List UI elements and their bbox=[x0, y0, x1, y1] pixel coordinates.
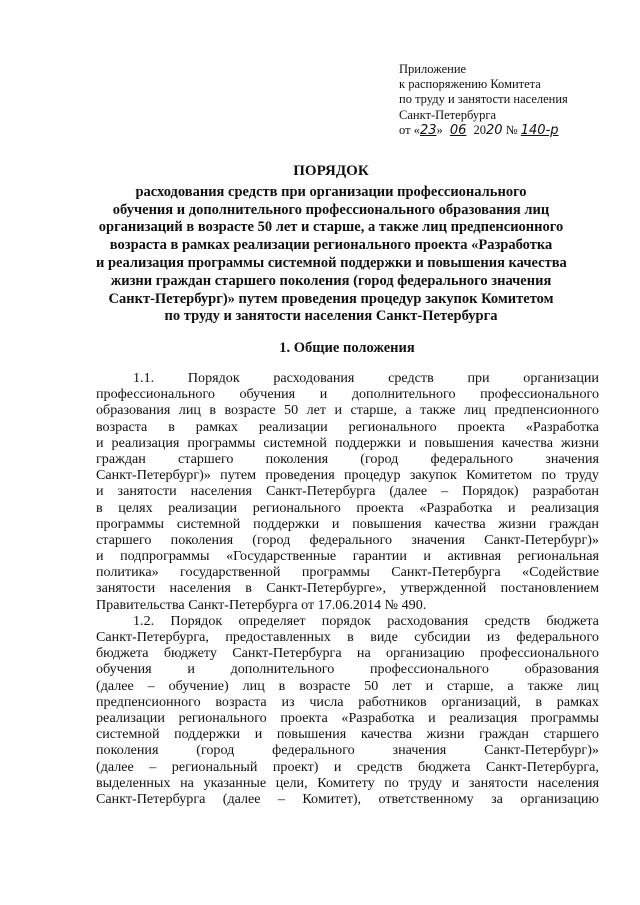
word: Санкт-Петербурга, bbox=[486, 758, 599, 775]
word: граждан bbox=[96, 450, 146, 467]
word: Санкт-Петербурга bbox=[265, 483, 376, 500]
word: системной bbox=[96, 726, 160, 743]
word: лиц bbox=[178, 402, 201, 419]
word: на bbox=[180, 774, 194, 791]
body-line bbox=[96, 613, 599, 629]
title-line: жизни граждан старшего поколения (город федерального значения bbox=[110, 272, 552, 289]
word: региональная bbox=[517, 548, 599, 565]
word: при bbox=[467, 370, 490, 386]
word: поколения bbox=[96, 742, 159, 759]
word: жизни bbox=[426, 726, 465, 743]
word: возрасте bbox=[224, 402, 276, 419]
word: Санкт-Петербург)» bbox=[96, 467, 211, 484]
word: организацию bbox=[520, 790, 599, 807]
word: и bbox=[96, 483, 104, 500]
appendix-line: к распоряжению Комитета bbox=[399, 77, 541, 92]
title-line: организаций в возрасте 50 лет и старше, а также лиц предпенсионного bbox=[98, 219, 564, 236]
word: подпрограммы bbox=[120, 548, 210, 565]
word: «Разработка bbox=[525, 418, 599, 435]
word: возрасте bbox=[299, 677, 351, 694]
word: Санкт-Петербург)» bbox=[484, 531, 599, 548]
word: 50 bbox=[364, 677, 379, 694]
word: старшего bbox=[543, 726, 599, 743]
word: рамках bbox=[195, 418, 238, 435]
body-line bbox=[96, 791, 599, 807]
word: от bbox=[297, 596, 315, 613]
word: дополнительного bbox=[230, 661, 335, 678]
word: Комитет), bbox=[302, 790, 362, 807]
document-number: 140-р bbox=[520, 122, 559, 138]
word: также bbox=[420, 402, 456, 419]
body-line bbox=[96, 710, 599, 726]
word: значения bbox=[392, 742, 447, 759]
word: бюджета bbox=[418, 758, 471, 775]
word: Санкт-Петербурге», bbox=[266, 580, 386, 597]
body-line bbox=[96, 742, 599, 758]
word: 17.06.2014 bbox=[314, 596, 382, 613]
word: федерального bbox=[309, 531, 393, 548]
date-sep: » bbox=[436, 122, 446, 137]
word: жизни bbox=[561, 434, 599, 451]
word: по bbox=[384, 774, 399, 791]
body-line bbox=[96, 645, 599, 661]
body-line bbox=[96, 759, 599, 775]
word: граждан bbox=[479, 726, 529, 743]
word: населения bbox=[537, 774, 599, 791]
word: в bbox=[209, 402, 216, 419]
word: старшего bbox=[96, 531, 152, 548]
word: труду bbox=[408, 774, 443, 791]
word: поддержки bbox=[253, 515, 320, 532]
word: организацию bbox=[386, 645, 465, 662]
word: также bbox=[527, 677, 563, 694]
word: возраста bbox=[96, 418, 148, 435]
word: населения bbox=[190, 483, 253, 500]
word: Порядок bbox=[187, 370, 240, 386]
body-line bbox=[96, 775, 599, 791]
word: в bbox=[96, 499, 103, 516]
word: и bbox=[187, 661, 195, 678]
word: лиц bbox=[576, 677, 599, 694]
title-line: возраста в рамках реализации регионального проекта «Разработка bbox=[109, 237, 553, 254]
word: Санкт-Петербурга bbox=[96, 790, 206, 807]
word: регионального bbox=[348, 418, 437, 435]
word: активная bbox=[447, 548, 502, 565]
word: Правительства bbox=[96, 596, 185, 613]
appendix-line: Санкт-Петербурга bbox=[399, 107, 497, 122]
word: значения bbox=[545, 450, 599, 467]
word: Комитетом bbox=[466, 467, 533, 484]
word: средств bbox=[484, 612, 531, 629]
word: закупок bbox=[409, 467, 457, 484]
word: бюджета bbox=[96, 645, 149, 662]
body-line bbox=[96, 661, 599, 677]
word: предпенсионного bbox=[96, 693, 201, 710]
body-text bbox=[96, 370, 599, 807]
word: – bbox=[277, 790, 285, 807]
title-line: расходования средств при организации профессионального bbox=[135, 183, 527, 200]
word: и bbox=[331, 515, 340, 532]
word: и bbox=[425, 677, 434, 694]
word: 50 bbox=[284, 402, 299, 419]
word: старшего bbox=[177, 450, 234, 467]
body-line bbox=[96, 516, 599, 532]
word: программы bbox=[187, 434, 256, 451]
word: Порядок) bbox=[462, 483, 519, 500]
word: программы bbox=[96, 515, 165, 532]
appendix-line: по труду и занятости населения bbox=[399, 92, 568, 107]
word: профессионального bbox=[480, 386, 599, 403]
body-line bbox=[96, 483, 599, 499]
word: выделенных bbox=[96, 774, 171, 791]
word: профессионального bbox=[480, 645, 599, 662]
word: лет bbox=[392, 677, 412, 694]
word: лиц bbox=[242, 677, 265, 694]
word: в bbox=[278, 677, 286, 694]
word: качества bbox=[501, 434, 554, 451]
word: регионального bbox=[178, 709, 267, 726]
body-line bbox=[96, 678, 599, 694]
word: – bbox=[147, 677, 155, 694]
word: процедур bbox=[344, 467, 401, 484]
word: и bbox=[423, 548, 431, 565]
word: виде bbox=[370, 629, 398, 645]
word: федерального bbox=[516, 629, 599, 645]
number-prefix: № bbox=[502, 122, 521, 137]
word: старше, bbox=[350, 402, 397, 419]
body-line bbox=[96, 500, 599, 516]
document-title bbox=[96, 163, 566, 326]
body-line bbox=[96, 435, 599, 451]
word: из bbox=[281, 693, 295, 710]
body-line bbox=[96, 402, 599, 418]
word: реализация bbox=[111, 434, 180, 451]
word: по bbox=[541, 467, 557, 484]
word: проекта bbox=[356, 499, 404, 516]
word: указанные bbox=[203, 774, 267, 791]
word: реализации bbox=[96, 709, 165, 726]
body-line bbox=[96, 467, 599, 483]
word: обучения bbox=[96, 661, 152, 678]
word: Санкт-Петербурга bbox=[184, 596, 298, 613]
word: труду bbox=[565, 467, 599, 484]
word: системной bbox=[263, 434, 327, 451]
word: реализации bbox=[258, 418, 328, 435]
body-line bbox=[96, 419, 599, 435]
word: цели, bbox=[275, 774, 308, 791]
word: поколения bbox=[265, 450, 329, 467]
word: Санкт-Петербург)» bbox=[484, 742, 599, 759]
word: обучения bbox=[239, 386, 296, 403]
date-year-prefix: 20 bbox=[470, 122, 487, 137]
word: организаций, bbox=[441, 693, 521, 710]
word: из bbox=[486, 629, 500, 645]
word: реализация bbox=[449, 709, 518, 726]
word: и bbox=[428, 709, 436, 726]
word: 490. bbox=[398, 596, 427, 613]
word: Санкт-Петербурга, bbox=[96, 629, 209, 645]
word: целях bbox=[118, 499, 153, 516]
word: работников bbox=[358, 693, 427, 710]
word: субсидии bbox=[414, 629, 471, 645]
word: (далее bbox=[96, 677, 134, 694]
word: в bbox=[347, 629, 354, 645]
word: (город bbox=[360, 450, 399, 467]
word: федерального bbox=[272, 742, 355, 759]
section-heading: 1. Общие положения bbox=[279, 340, 415, 356]
word: образования bbox=[96, 402, 171, 419]
word: значения bbox=[411, 531, 465, 548]
word: поколения bbox=[170, 531, 234, 548]
word: проект) bbox=[272, 758, 319, 775]
word: путем bbox=[220, 467, 257, 484]
word: (город bbox=[196, 742, 235, 759]
word: региональный bbox=[171, 758, 258, 775]
word: «Разработка bbox=[419, 499, 493, 516]
word: повышения bbox=[276, 726, 347, 743]
word: рамках bbox=[556, 693, 599, 710]
word: Санкт-Петербурга bbox=[391, 564, 501, 581]
appendix-block bbox=[399, 62, 619, 138]
word: повышения bbox=[424, 434, 494, 451]
date-month: 06 bbox=[449, 122, 467, 138]
word: определяет bbox=[238, 612, 306, 629]
word: Санкт-Петербурга bbox=[232, 645, 342, 662]
word: поддержки bbox=[174, 726, 241, 743]
word: Порядок bbox=[170, 612, 223, 629]
word: (далее bbox=[389, 483, 428, 500]
title-lines bbox=[96, 184, 566, 326]
appendix-line: Приложение bbox=[399, 62, 467, 76]
word: старше, bbox=[447, 677, 494, 694]
word: жизни bbox=[498, 515, 537, 532]
title-main: ПОРЯДОК bbox=[293, 163, 369, 179]
word: в bbox=[245, 580, 252, 597]
title-line: обучения и дополнительного профессионального образования лиц bbox=[112, 201, 550, 218]
word: организации bbox=[523, 370, 599, 386]
body-line bbox=[96, 694, 599, 710]
word: регионального bbox=[252, 499, 341, 516]
title-line: по труду и занятости населения Санкт-Петербурга bbox=[164, 308, 498, 325]
word: а bbox=[507, 677, 514, 694]
word: 1.2. bbox=[133, 612, 155, 629]
word: федерального bbox=[430, 450, 514, 467]
word: «Государственные bbox=[226, 548, 337, 565]
word: предоставленных bbox=[225, 629, 331, 645]
word: повышения bbox=[352, 515, 422, 532]
word: проекта bbox=[457, 418, 505, 435]
word: профессионального bbox=[96, 386, 215, 403]
body-line bbox=[96, 386, 599, 402]
word: а bbox=[405, 402, 412, 419]
word: – bbox=[149, 758, 157, 775]
word: проведения bbox=[265, 467, 335, 484]
word: качества bbox=[434, 515, 486, 532]
word: системной bbox=[176, 515, 241, 532]
word: расходования bbox=[387, 612, 469, 629]
word: Комитету bbox=[317, 774, 375, 791]
word: и bbox=[334, 402, 342, 419]
word: расходования bbox=[273, 370, 355, 386]
word: «Разработка bbox=[341, 709, 415, 726]
word: реализация bbox=[531, 499, 599, 516]
body-line bbox=[96, 564, 599, 580]
word: за bbox=[491, 790, 503, 807]
word: утвержденной bbox=[400, 580, 487, 597]
word: программы bbox=[301, 564, 370, 581]
body-line bbox=[96, 580, 599, 596]
word: и bbox=[451, 774, 460, 791]
word: предпенсионного bbox=[494, 402, 599, 419]
word: лет bbox=[306, 402, 327, 419]
word: обучение) bbox=[168, 677, 229, 694]
word: «Содействие bbox=[522, 564, 599, 581]
word: и bbox=[508, 499, 516, 516]
word: поддержки bbox=[334, 434, 401, 451]
word: ответственному bbox=[378, 790, 474, 807]
date-day: 23 bbox=[419, 122, 437, 138]
date-prefix: от « bbox=[399, 122, 420, 137]
body-line bbox=[96, 532, 599, 548]
word: бюджета bbox=[546, 612, 599, 629]
word: и bbox=[254, 726, 263, 743]
word: дополнительного bbox=[351, 386, 456, 403]
word: лиц bbox=[463, 402, 486, 419]
word: населения bbox=[169, 580, 231, 597]
date-year: 20 bbox=[486, 122, 503, 138]
word: и bbox=[319, 386, 328, 403]
word: (далее bbox=[222, 790, 261, 807]
body-line bbox=[96, 451, 599, 467]
word: качества bbox=[360, 726, 412, 743]
body-line bbox=[96, 597, 599, 613]
appendix-date-line bbox=[399, 123, 619, 138]
word: (далее bbox=[96, 758, 134, 775]
word: занятости bbox=[96, 580, 156, 597]
word: образования bbox=[524, 661, 599, 678]
word: занятости bbox=[117, 483, 177, 500]
body-line bbox=[96, 370, 599, 386]
word: программы bbox=[530, 709, 599, 726]
word: средств bbox=[356, 758, 403, 775]
title-line: и реализация программы системной поддержки и повышения качества bbox=[96, 254, 567, 271]
word: занятости bbox=[468, 774, 529, 791]
word: в bbox=[168, 418, 175, 435]
title-line: Санкт-Петербург)» путем проведения процедур закупок Комитетом bbox=[108, 290, 554, 307]
word: гарантии bbox=[352, 548, 407, 565]
word: средств bbox=[388, 370, 434, 386]
word: и bbox=[96, 548, 104, 565]
word: 1.1. bbox=[133, 370, 155, 386]
word: профессионального bbox=[369, 661, 489, 678]
word: проекта bbox=[280, 709, 328, 726]
word: постановлением bbox=[500, 580, 599, 597]
body-line bbox=[96, 548, 599, 564]
word: и bbox=[96, 434, 104, 451]
word: граждан bbox=[549, 515, 599, 532]
word: возраста bbox=[215, 693, 267, 710]
word: в bbox=[535, 693, 543, 710]
word: № bbox=[381, 596, 399, 613]
word: реализации bbox=[168, 499, 238, 516]
word: числа bbox=[309, 693, 344, 710]
word: – bbox=[441, 483, 449, 500]
word: и bbox=[333, 758, 342, 775]
word: разработан bbox=[532, 483, 599, 500]
word: политика» bbox=[96, 564, 159, 581]
body-line bbox=[96, 629, 599, 645]
word: государственной bbox=[180, 564, 281, 581]
word: бюджету bbox=[163, 645, 217, 662]
word: порядок bbox=[321, 612, 371, 629]
word: (город bbox=[252, 531, 291, 548]
word: и bbox=[408, 434, 417, 451]
body-line bbox=[96, 726, 599, 742]
word: на bbox=[356, 645, 371, 662]
